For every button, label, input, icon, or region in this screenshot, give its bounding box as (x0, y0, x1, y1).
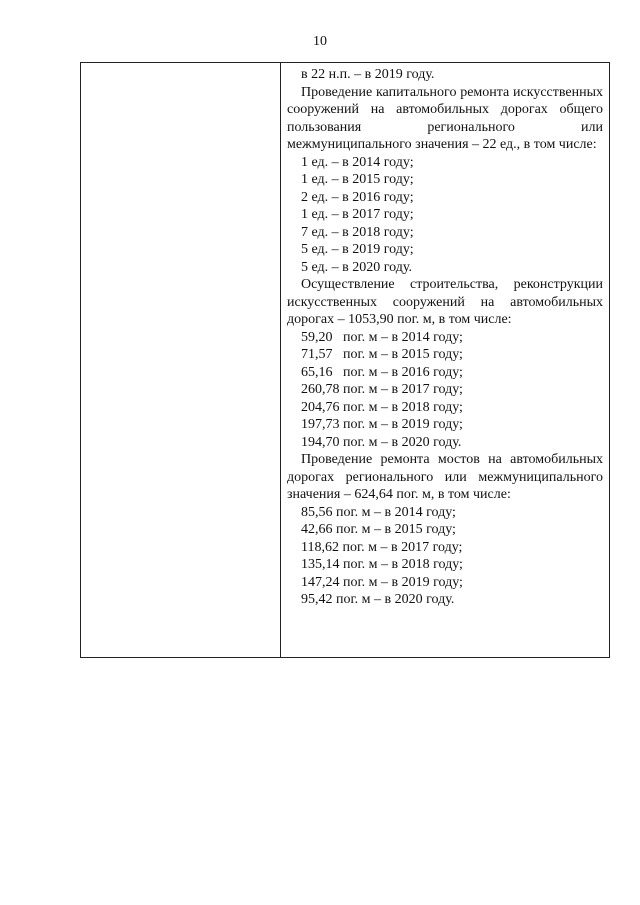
list-item: 42,66 пог. м – в 2015 году; (301, 522, 456, 537)
list-item: 5 ед. – в 2019 году; (301, 242, 414, 257)
list-item: 118,62 пог. м – в 2017 году; (301, 539, 463, 555)
list-item: 7 ед. – в 2018 году; (301, 224, 414, 240)
list-item: 5 ед. – в 2020 году. (301, 259, 412, 275)
list-item: 194,70 пог. м – в 2020 году. (301, 434, 462, 450)
list-item: 135,14 пог. м – в 2018 году; (301, 557, 463, 572)
list-item: 65,16 пог. м – в 2016 году; (301, 364, 463, 380)
list-item: 197,73 пог. м – в 2019 году; (301, 417, 463, 432)
list-item: 59,20 пог. м – в 2014 году; (301, 329, 463, 345)
list-item: 95,42 пог. м – в 2020 году. (301, 592, 455, 607)
list-item: 71,57 пог. м – в 2015 году; (301, 347, 463, 362)
list-item: 1 ед. – в 2017 году; (301, 207, 414, 222)
page-number: 10 (313, 34, 327, 49)
list-item: 2 ед. – в 2016 году; (301, 189, 414, 205)
list-item: 204,76 пог. м – в 2018 году; (301, 399, 463, 415)
list-item: 85,56 пог. м – в 2014 году; (301, 504, 456, 520)
block1-heading: Проведение капитального ремонта искусственных сооружений на автомобильных дорогах общего пользования регионального или межмуниципального значения – 22 ед., в том числе: (287, 84, 603, 152)
block2-heading: Осуществление строительства, реконструкции искусственных сооружений на автомобильных дорогах – 1053,90 пог. м, в том числе: (287, 277, 603, 327)
list-item: 260,78 пог. м – в 2017 году; (301, 382, 463, 397)
list-item: 1 ед. – в 2014 году; (301, 154, 414, 170)
intro-line: в 22 н.п. – в 2019 году. (301, 67, 435, 82)
table-right-cell (281, 63, 609, 609)
table-left-cell (81, 63, 281, 657)
list-item: 1 ед. – в 2015 году; (301, 172, 414, 187)
document-table (80, 62, 610, 658)
block3-heading: Проведение ремонта мостов на автомобильных дорогах регионального или межмуниципального значения – 624,64 пог. м, в том числе: (287, 452, 603, 502)
list-item: 147,24 пог. м – в 2019 году; (301, 574, 463, 590)
